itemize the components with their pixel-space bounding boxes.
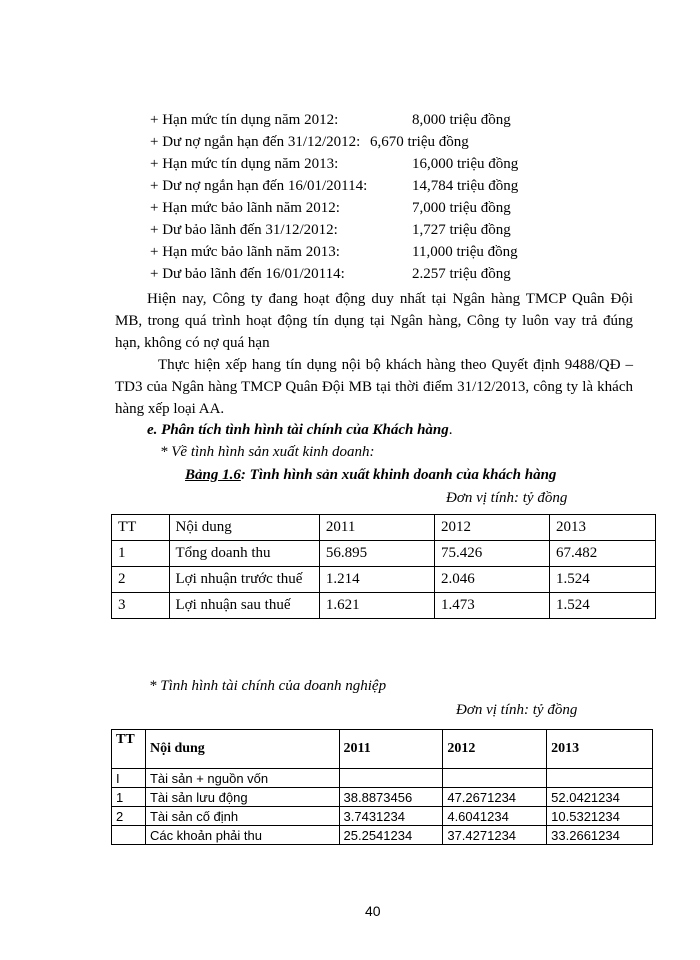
credit-line: [150, 156, 519, 173]
credit-line-value: 11,000 triệu đồng: [412, 244, 518, 260]
table-header-row: [112, 515, 656, 541]
table-cell: 1.621: [319, 593, 434, 619]
credit-line: [150, 222, 511, 239]
table1-caption: [185, 467, 556, 484]
table-cell: 67.482: [549, 541, 655, 567]
table-cell: 3: [112, 593, 170, 619]
header-cell: TT: [112, 730, 146, 769]
table-cell: 1: [112, 541, 170, 567]
table-cell: [112, 826, 146, 845]
table-cell: 2: [112, 807, 146, 826]
credit-line-value: 2.257 triệu đồng: [412, 266, 511, 282]
credit-line-label: + Dư nợ ngắn hạn đến 16/01/20114:: [150, 178, 368, 194]
table-cell: Tài sản + nguồn vốn: [145, 769, 339, 788]
table-row: [112, 541, 656, 567]
table-cell: 10.5321234: [547, 807, 653, 826]
header-cell: 2011: [319, 515, 434, 541]
table-cell: 47.2671234: [443, 788, 547, 807]
table1-unit: Đơn vị tính: tỷ đồng: [446, 490, 568, 506]
page-number: 40: [365, 903, 381, 919]
table-cell: 2.046: [434, 567, 549, 593]
table-cell: [339, 769, 443, 788]
credit-line-value: 16,000 triệu đồng: [412, 156, 519, 172]
subheading-financial: * Tình hình tài chính của doanh nghiệp: [149, 678, 387, 694]
table-cell: 56.895: [319, 541, 434, 567]
header-cell: 2012: [443, 730, 547, 769]
header-cell: 2013: [547, 730, 653, 769]
header-cell: 2012: [434, 515, 549, 541]
table-cell: 1.473: [434, 593, 549, 619]
subheading-production: * Về tình hình sản xuất kinh doanh:: [160, 444, 375, 460]
table-cell: [547, 769, 653, 788]
table-cell: 33.2661234: [547, 826, 653, 845]
table-row: [112, 807, 653, 826]
table-cell: Tài sản cố định: [145, 807, 339, 826]
table-cell: Tài sản lưu động: [145, 788, 339, 807]
credit-line-label: + Dư bảo lãnh đến 16/01/20114:: [150, 266, 345, 282]
table-cell: Tổng doanh thu: [169, 541, 319, 567]
credit-line: [150, 200, 511, 217]
credit-line-value: 6,670 triệu đồng: [370, 134, 469, 150]
table-cell: 37.4271234: [443, 826, 547, 845]
table-cell: 75.426: [434, 541, 549, 567]
credit-line-label: + Hạn mức bảo lãnh năm 2013:: [150, 244, 340, 260]
table-cell: Lợi nhuận trước thuế: [169, 567, 319, 593]
table-cell: 52.0421234: [547, 788, 653, 807]
header-cell: 2013: [549, 515, 655, 541]
section-heading-text: e. Phân tích tình hình tài chính của Khách hàng: [147, 422, 449, 438]
table-cell: [443, 769, 547, 788]
credit-line-label: + Hạn mức tín dụng năm 2012:: [150, 112, 339, 128]
credit-line-value: 1,727 triệu đồng: [412, 222, 511, 238]
table-cell: Lợi nhuận sau thuế: [169, 593, 319, 619]
table-cell: 1.214: [319, 567, 434, 593]
header-cell: Nội dung: [169, 515, 319, 541]
credit-line-value: 14,784 triệu đồng: [412, 178, 519, 194]
header-cell: 2011: [339, 730, 443, 769]
business-results-table: [111, 514, 656, 619]
table-row: [112, 769, 653, 788]
table-cell: 38.8873456: [339, 788, 443, 807]
table-cell: 1: [112, 788, 146, 807]
table1-caption-prefix: Bảng 1.6: [185, 467, 241, 483]
table-cell: I: [112, 769, 146, 788]
table-cell: 1.524: [549, 593, 655, 619]
credit-line: [150, 266, 511, 283]
section-heading: [147, 422, 453, 439]
credit-line-label: + Dư bảo lãnh đến 31/12/2012:: [150, 222, 338, 238]
credit-line-label: + Dư nợ ngắn hạn đến 31/12/2012:: [150, 134, 361, 150]
table-row: [112, 826, 653, 845]
credit-line-value: 7,000 triệu đồng: [412, 200, 511, 216]
header-cell: TT: [112, 515, 170, 541]
table-cell: 1.524: [549, 567, 655, 593]
table-cell: Các khoản phải thu: [145, 826, 339, 845]
table-cell: 3.7431234: [339, 807, 443, 826]
table1-caption-text: : Tình hình sản xuất khinh doanh của khách hàng: [240, 467, 557, 483]
paragraph-credit-rating: Thực hiện xếp hang tín dụng nội bộ khách hàng theo Quyết định 9488/QĐ – TD3 của Ngân hàng TMCP Quân Đội MB tại thời điểm 31/12/2013, công ty là khách hàng xếp loại AA.: [115, 357, 633, 417]
table-row: [112, 567, 656, 593]
table-cell: 25.2541234: [339, 826, 443, 845]
table-row: [112, 593, 656, 619]
credit-line: [150, 244, 518, 261]
paragraph-bank-relationship: Hiện nay, Công ty đang hoạt động duy nhất tại Ngân hàng TMCP Quân Đội MB, trong quá trình hoạt động tín dụng tại Ngân hàng, Công ty luôn vay trả đúng hạn, không có nợ quá hạn: [115, 291, 633, 351]
credit-line: [150, 112, 511, 129]
credit-line-label: + Hạn mức bảo lãnh năm 2012:: [150, 200, 340, 216]
table-header-row: [112, 730, 653, 769]
financial-table: [111, 729, 653, 845]
header-cell: Nội dung: [145, 730, 339, 769]
table-row: [112, 788, 653, 807]
section-heading-end: .: [448, 422, 453, 438]
credit-line-value: 8,000 triệu đồng: [412, 112, 511, 128]
table-cell: 4.6041234: [443, 807, 547, 826]
credit-line: [150, 178, 519, 195]
credit-line-label: + Hạn mức tín dụng năm 2013:: [150, 156, 339, 172]
table2-unit: Đơn vị tính: tỷ đồng: [456, 702, 578, 718]
table-cell: 2: [112, 567, 170, 593]
credit-line: [150, 134, 469, 151]
